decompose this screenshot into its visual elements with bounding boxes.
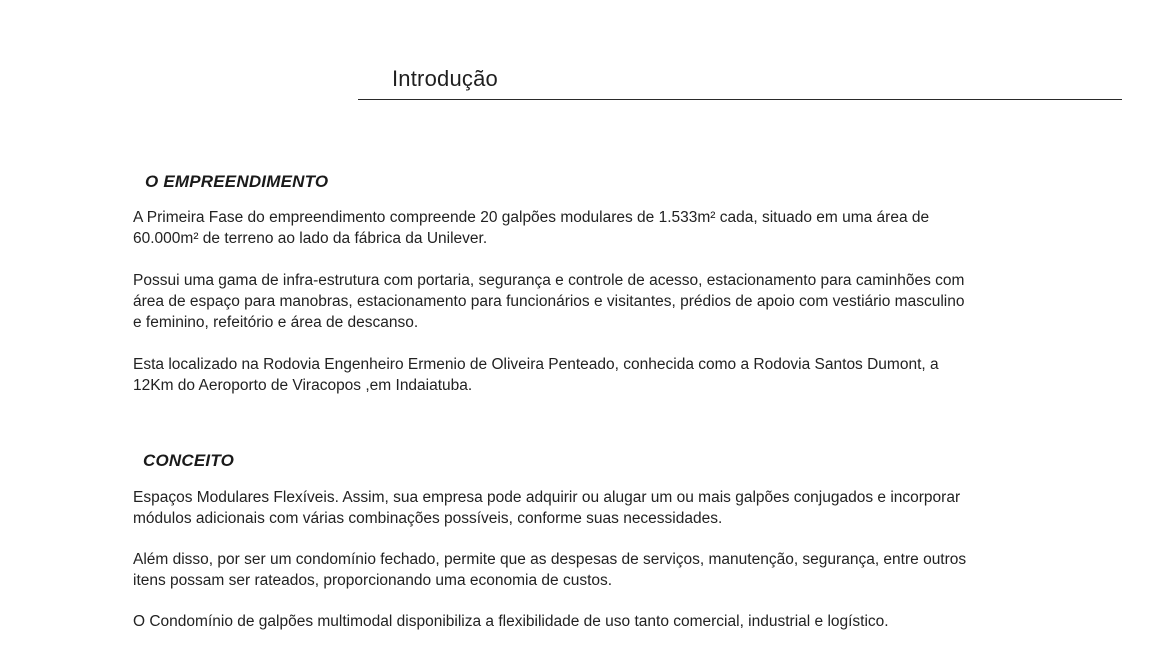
paragraph-line: módulos adicionais com várias combinações possíveis, conforme suas necessidades. [133,510,723,527]
paragraph-line: Espaços Modulares Flexíveis. Assim, sua empresa pode adquirir ou alugar um ou mais galpões conjugados e incorporar [133,489,961,506]
paragraph-multimodal [133,611,1093,632]
paragraph-line: A Primeira Fase do empreendimento compreende 20 galpões modulares de 1.533m² cada, situado em uma área de [133,209,930,226]
paragraph-line: Esta localizado na Rodovia Engenheiro Ermenio de Oliveira Penteado, conhecida como a Rodovia Santos Dumont, a [133,356,939,373]
paragraph-condominio-fechado [133,549,1093,591]
paragraph-line: Possui uma gama de infra-estrutura com portaria, segurança e controle de acesso, estacionamento para caminhões com [133,272,965,289]
paragraph-line: 12Km do Aeroporto de Viracopos ,em Indaiatuba. [133,377,473,394]
page-title: Introdução [392,66,498,91]
paragraph-infraestrutura [133,270,1093,333]
paragraph-line: área de espaço para manobras, estacionamento para funcionários e visitantes, prédios de apoio com vestiário masculino [133,293,965,310]
section-heading-conceito: CONCEITO [143,451,235,470]
paragraph-line: itens possam ser rateados, proporcionando uma economia de custos. [133,572,613,589]
title-underline [358,99,1122,100]
paragraph-line: 60.000m² de terreno ao lado da fábrica da Unilever. [133,230,488,247]
paragraph-line: e feminino, refeitório e área de descanso. [133,314,419,331]
paragraph-localizacao [133,354,1093,396]
paragraph-primeira-fase [133,207,1093,249]
paragraph-line: O Condomínio de galpões multimodal disponibiliza a flexibilidade de uso tanto comercial, industrial e logístico. [133,613,889,630]
section-heading-empreendimento: O EMPREENDIMENTO [145,172,329,191]
paragraph-line: Além disso, por ser um condomínio fechado, permite que as despesas de serviços, manutenção, segurança, entre outros [133,551,967,568]
paragraph-espacos-modulares [133,487,1093,529]
